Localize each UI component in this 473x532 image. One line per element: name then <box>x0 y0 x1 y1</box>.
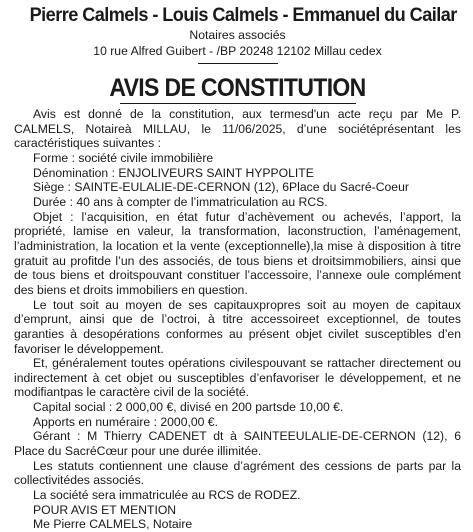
notary-address: 10 rue Alfred Guibert - /BP 20248 12102 Millau cedex <box>93 44 382 58</box>
notice-title-underline <box>120 103 356 104</box>
purpose-paragraph: Objet : l’acquisition, en état futur d’achèvement ou achevés, l’apport, la propriété, lamise en valeur, la transformation, laconstruction, l’aménagement, l’administration, la location et la vente (exceptionnelle),la mise à disposition à titre gratuit au profitde l’un des associés, de tous biens et droitsimmobiliers, ainsi que de tous biens et droitspouvant constituer l’accessoire, l’annexe oule complément des biens et droits immobiliers en question. <box>14 209 461 297</box>
manager-paragraph: Gérant : M Thierry CADENET dt à SAINTEEULALIE-DE-CERNON (12), 6 Place du SacréCœur pour une durée illimitée. <box>14 429 461 459</box>
notary-names-heading: Pierre Calmels - Louis Calmels - Emmanuel du Cailar <box>29 4 457 26</box>
cash-contributions-line: Apports en numéraire : 2000,00 €. <box>33 414 218 429</box>
registration-line: La société sera immatriculée au RCS de RODEZ. <box>33 488 301 503</box>
signature-line: Me Pierre CALMELS, Notaire <box>33 517 193 532</box>
denomination-line: Dénomination : ENJOLIVEURS SAINT HYPPOLITE <box>33 165 314 180</box>
registered-office-line: Siège : SAINTE-EULALIE-DE-CERNON (12), 6Place du Sacré-Coeur <box>33 180 409 195</box>
header-divider <box>198 63 278 64</box>
duration-line: Durée : 40 ans à compter de l’immatriculation au RCS. <box>33 194 328 209</box>
notice-body <box>14 107 461 532</box>
general-operations-paragraph: Et, généralement toutes opérations civilespouvant se rattacher directement ou indirectement à cet objet ou susceptibles d’enfavoriser le développement, et ne modifiantpas le caractère civil de la société. <box>14 356 461 400</box>
share-capital-line: Capital social : 2 000,00 €, divisé en 200 partsde 10,00 €. <box>33 400 344 415</box>
notice-mention-line: POUR AVIS ET MENTION <box>33 502 177 517</box>
approval-clause-paragraph: Les statuts contiennent une clause d’agrément des cessions de parts par la collectivitédes associés. <box>14 458 461 488</box>
notary-office-label: Notaires associés <box>189 28 286 42</box>
intro-paragraph: Avis est donné de la constitution, aux termesd'un acte reçu par Me P. CALMELS, Notaireà MILLAU, le 11/06/2025, d’une sociétéprésentant les caractéristiques suivantes : <box>14 107 461 151</box>
notice-title: AVIS DE CONSTITUTION <box>109 74 366 102</box>
form-line: Forme : société civile immobilière <box>33 150 214 165</box>
financing-paragraph: Le tout soit au moyen de ses capitauxpropres soit au moyen de capitaux d’emprunt, ainsi que de l’octroi, à titre accessoireet exceptionnel, de toutes garanties à desopérations conformes au présent objet civilet susceptibles d’en favoriser le développement. <box>14 297 461 356</box>
